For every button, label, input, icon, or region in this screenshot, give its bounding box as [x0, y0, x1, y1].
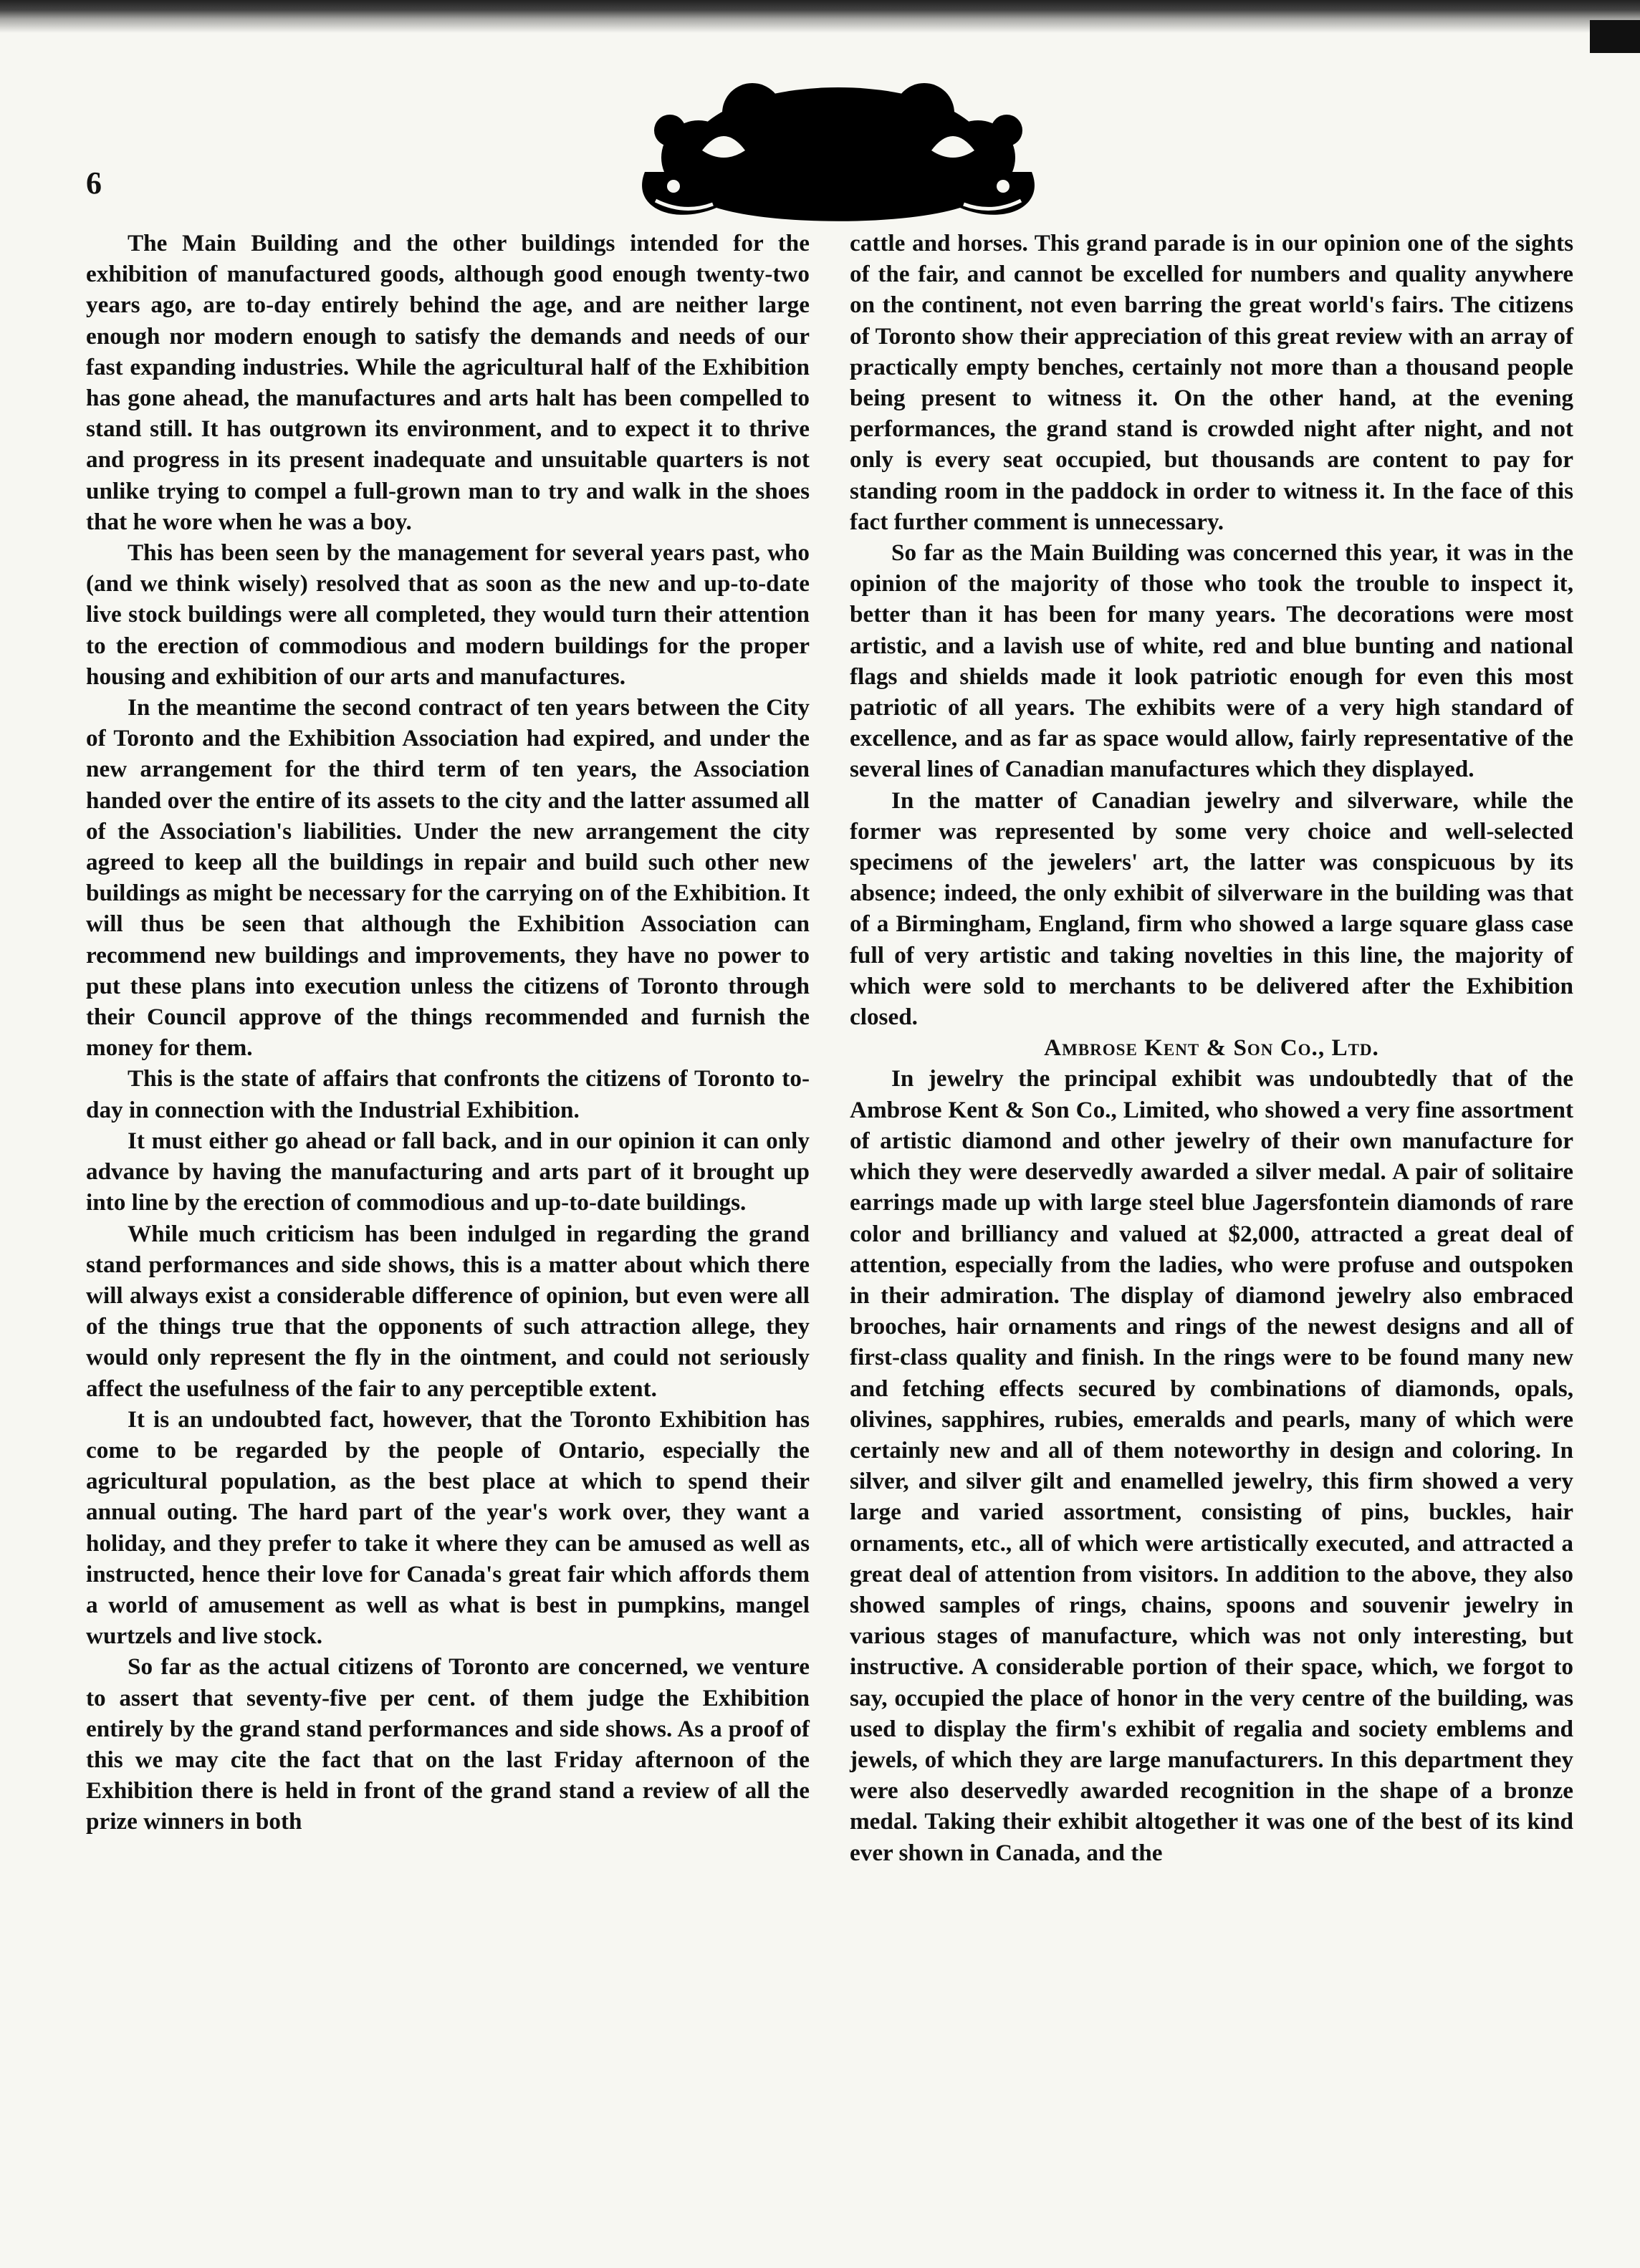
paragraph: This is the state of affairs that confronts the citizens of Toronto to-day in connection with the Industrial Exhibition.: [86, 1065, 810, 1123]
paragraph: So far as the actual citizens of Toronto are concerned, we venture to assert that seventy-five per cent. of them judge the Exhibition entirely by the grand stand performances and side shows. As a proof of this we may cite the fact that on the last Friday afternoon of the Exhibition there is held in front of the grand stand a review of all the prize winners in both: [86, 1653, 810, 1835]
left-column: [86, 228, 810, 1837]
paragraph: In the matter of Canadian jewelry and silverware, while the former was represented by some very choice and well-selected specimens of the jewelers' art, the latter was conspicuous by its absence; indeed, the only exhibit of silverware in the building was that of a Birmingham, England, firm who showed a large square glass case full of very artistic and taking novelties in this line, the majority of which were sold to merchants to be delivered after the Exhibition closed.: [850, 787, 1573, 1031]
scan-top-edge: [0, 0, 1640, 36]
paragraph: So far as the Main Building was concerned this year, it was in the opinion of the majority of those who took the trouble to inspect it, better than it has been for many years. The decorations were most artistic, and a lavish use of white, red and blue bunting and national flags and shields made it look patriotic enough for even this most patriotic of all years. The exhibits were of a very high standard of excellence, and as far as space would allow, fairly representative of the several lines of Canadian manufactures which they displayed.: [850, 539, 1573, 783]
paragraph: This has been seen by the management for several years past, who (and we think wisely) resolved that as soon as the new and up-to-date live stock buildings were all completed, they would turn their attention to the erection of commodious and modern buildings for the proper housing and exhibition of our arts and manufactures.: [86, 539, 810, 690]
floral-scroll-ornament-icon: [630, 72, 1046, 236]
paragraph: It is an undoubted fact, however, that the Toronto Exhibition has come to be regarded by the people of Ontario, especially the agricultural population, as the best place at which to spend their annual outing. The hard part of the year's work over, they want a holiday, and they prefer to take it where they can be amused as well as instructed, hence their love for Canada's great fair which affords them a world of amusement as well as what is best in pumpkins, mangel wurtzels and live stock.: [86, 1406, 810, 1650]
page-number: 6: [86, 165, 102, 201]
right-column: [850, 228, 1573, 1868]
section-heading: Ambrose Kent & Son Co., Ltd.: [1044, 1034, 1379, 1062]
paragraph: While much criticism has been indulged in regarding the grand stand performances and side shows, this is a matter about which there will always exist a considerable difference of opinion, but even were all of the things true that the opponents of such attraction allege, they would only represent the fly in the ointment, and could not seriously affect the usefulness of the fair to any perceptible extent.: [86, 1220, 810, 1402]
paragraph-continuation: cattle and horses. This grand parade is in our opinion one of the sights of the fair, and cannot be excelled for numbers and quality anywhere on the continent, not even barring the great world's fairs. The citizens of Toronto show their appreciation of this great review with an array of practically empty benches, certainly not more than a thousand people being present to witness it. On the other hand, at the evening performances, the grand stand is crowded night after night, and not only is every seat occupied, but thousands are content to pay for standing room in the paddock in order to witness it. In the face of this fact further comment is unnecessary.: [850, 230, 1573, 535]
paragraph: The Main Building and the other buildings intended for the exhibition of manufactured goods, although good enough twenty-two years ago, are to-day entirely behind the age, and are neither large enough nor modern enough to satisfy the demands and needs of our fast expanding industries. While the agricultural half of the Exhibition has gone ahead, the manufactures and arts halt has been compelled to stand still. It has outgrown its environment, and to expect it to thrive and progress in its present inadequate and unsuitable quarters is not unlike trying to compel a full-grown man to try and walk in the shoes that he wore when he was a boy.: [86, 230, 810, 535]
paragraph: It must either go ahead or fall back, and in our opinion it can only advance by having the manufacturing and arts part of it brought up into line by the erection of commodious and up-to-date buildings.: [86, 1127, 810, 1216]
paragraph: In jewelry the principal exhibit was undoubtedly that of the Ambrose Kent & Son Co., Limited, who showed a very fine assortment of artistic diamond and other jewelry of their own manufacture for which they were deservedly awarded a silver medal. A pair of solitaire earrings made up with large steel blue Jagersfontein diamonds of rare color and brilliancy and valued at $2,000, attracted a great deal of attention, especially from the ladies, who were profuse and outspoken in their admiration. The display of diamond jewelry also embraced brooches, hair ornaments and rings of the newest designs and all of first-class quality and finish. In the rings were to be found many new and fetching effects secured by combinations of diamonds, opals, olivines, sapphires, rubies, emeralds and pearls, many of which were certainly new and all of them noteworthy in design and coloring. In silver, and silver gilt and enamelled jewelry, this firm showed a very large and varied assortment, consisting of pins, buckles, hair ornaments, etc., all of which were artistically executed, and attracted a great deal of attention from visitors. In addition to the above, they also showed samples of rings, chains, spoons and souvenir jewelry in various stages of manufacture, which was not only interesting, but instructive. A considerable portion of their space, which, we forgot to say, occupied the place of honor in the very centre of the building, was used to display the firm's exhibit of regalia and society emblems and jewels, of which they are large manufacturers. In this department they were also deservedly awarded recognition in the shape of a bronze medal. Taking their exhibit altogether it was one of the best of its kind ever shown in Canada, and the: [850, 1065, 1573, 1866]
paragraph: In the meantime the second contract of ten years between the City of Toronto and the Exhibition Association had expired, and under the new arrangement for the third term of ten years, the Association handed over the entire of its assets to the city and the latter assumed all of the Association's liabilities. Under the new arrangement the city agreed to keep all the buildings in repair and build such other new buildings as might be necessary for the carrying on of the Exhibition. It will thus be seen that although the Exhibition Association can recommend new buildings and improvements, they have no power to put these plans into execution unless the citizens of Toronto through their Council approve of the things recommended and furnish the money for them.: [86, 694, 810, 1062]
scan-corner-mark: [1590, 20, 1640, 53]
